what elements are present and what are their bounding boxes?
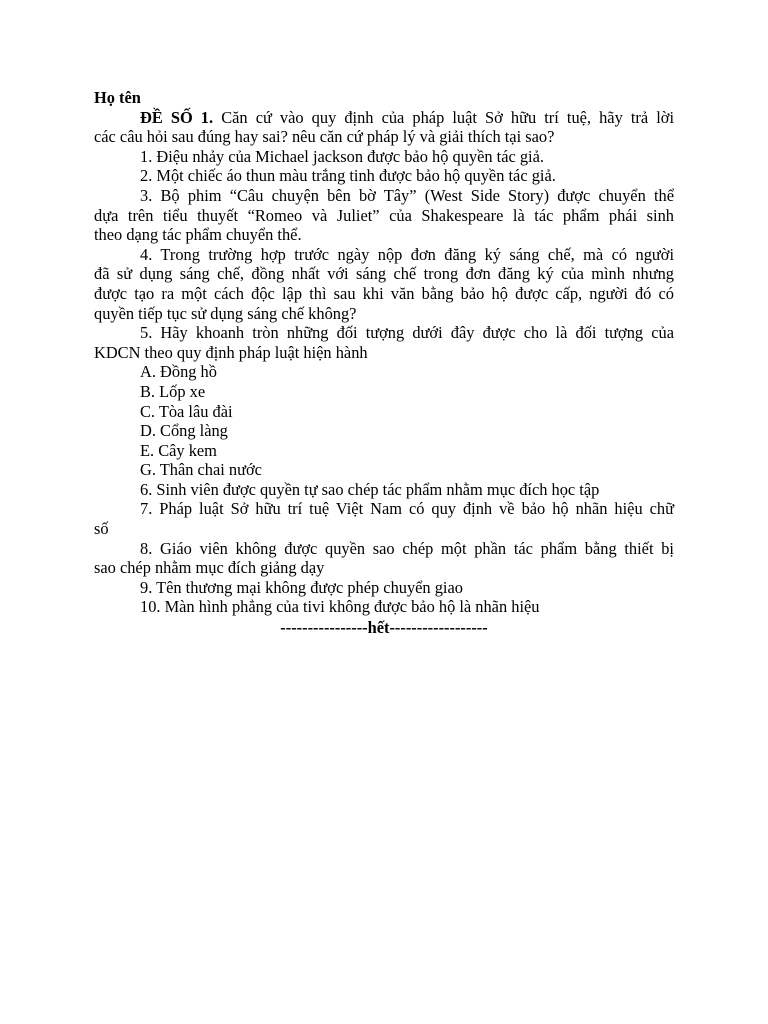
- question-9: 9. Tên thương mại không được phép chuyển giao: [140, 577, 463, 597]
- option-d: D. Cổng làng: [140, 421, 228, 441]
- option-g: G. Thân chai nước: [140, 460, 262, 480]
- exam-label: ĐỀ SỐ 1.: [140, 107, 214, 127]
- question-4-line-3: được tạo ra một cách độc lập thì sau khi văn bằng bảo hộ được cấp, người đó có: [94, 283, 674, 303]
- question-10: 10. Màn hình phẳng của tivi không được bảo hộ là nhãn hiệu: [140, 597, 540, 617]
- option-a: A. Đồng hồ: [140, 362, 217, 382]
- end-marker: ----------------hết------------------: [280, 618, 488, 638]
- question-3-line-1: 3. Bộ phim “Câu chuyện bên bờ Tây” (West Side Story) được chuyển thể: [140, 185, 674, 205]
- question-8-line-1: 8. Giáo viên không được quyền sao chép một phần tác phẩm bằng thiết bị: [140, 538, 674, 558]
- option-e: E. Cây kem: [140, 440, 217, 460]
- question-2: 2. Một chiếc áo thun màu trắng tinh được bảo hộ quyền tác giả.: [140, 166, 556, 186]
- option-b: B. Lốp xe: [140, 381, 206, 401]
- exam-intro-line-1: [94, 108, 674, 128]
- question-3-line-3: theo dạng tác phẩm chuyển thể.: [94, 225, 302, 245]
- question-7-line-1: 7. Pháp luật Sở hữu trí tuệ Việt Nam có quy định về bảo hộ nhãn hiệu chữ: [140, 499, 674, 519]
- option-c: C. Tòa lâu đài: [140, 401, 233, 421]
- question-6: 6. Sinh viên được quyền tự sao chép tác phẩm nhằm mục đích học tập: [140, 479, 600, 499]
- question-4-line-4: quyền tiếp tục sử dụng sáng chế không?: [94, 303, 357, 323]
- question-5-line-2: KDCN theo quy định pháp luật hiện hành: [94, 342, 368, 362]
- question-1: 1. Điệu nhảy của Michael jackson được bảo hộ quyền tác giả.: [140, 146, 544, 166]
- name-heading: Họ tên: [94, 88, 141, 107]
- question-8-line-2: sao chép nhằm mục đích giảng dạy: [94, 558, 325, 578]
- exam-intro-line-2: các câu hỏi sau đúng hay sai? nêu căn cứ pháp lý và giải thích tại sao?: [94, 127, 555, 147]
- question-7-line-2: số: [94, 519, 109, 539]
- document-page: [94, 88, 674, 638]
- question-3-line-2: dựa trên tiểu thuyết “Romeo và Juliet” của Shakespeare là tác phẩm phái sinh: [94, 205, 674, 225]
- question-4-line-2: đã sử dụng sáng chế, đồng nhất với sáng chế trong đơn đăng ký của mình nhưng: [94, 264, 674, 284]
- question-5-line-1: 5. Hãy khoanh tròn những đối tượng dưới đây được cho là đối tượng của: [140, 323, 674, 343]
- exam-intro-text-1: Căn cứ vào quy định của pháp luật Sở hữu trí tuệ, hãy trả lời: [221, 107, 674, 127]
- question-4-line-1: 4. Trong trường hợp trước ngày nộp đơn đăng ký sáng chế, mà có người: [140, 244, 674, 264]
